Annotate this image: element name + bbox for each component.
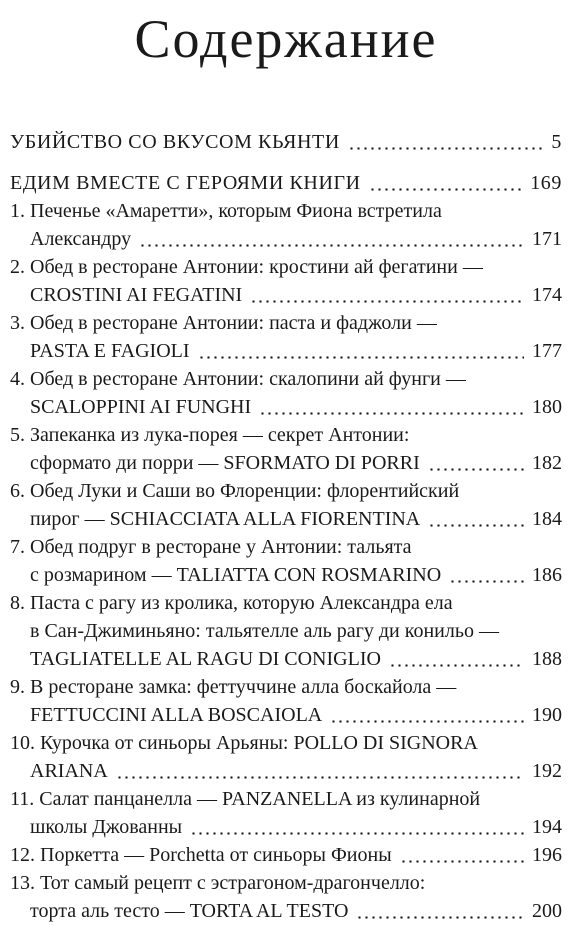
toc-page-number: 180 <box>528 393 562 421</box>
toc-entry <box>10 169 562 197</box>
toc-entry <box>10 365 562 421</box>
toc-page-number: 186 <box>528 561 562 589</box>
toc-entry-line: 9. В ресторане замка: феттуччине алла боскайола — <box>10 676 457 698</box>
toc-entry-line: Александру <box>30 228 132 250</box>
toc-entry <box>10 253 562 309</box>
toc-entry-line: 10. Курочка от синьоры Арьяны: POLLO DI SIGNORA <box>10 732 478 754</box>
toc-entry-line: TAGLIATELLE AL RAGU DI CONIGLIO <box>30 648 381 670</box>
toc-entry-line: 4. Обед в ресторане Антонии: скалопини ай фунги — <box>10 368 466 390</box>
toc-page-number: 171 <box>528 225 562 253</box>
toc-entry-line: с розмарином — TALIATTA CON ROSMARINO <box>30 564 442 586</box>
toc-entry <box>10 785 562 841</box>
toc-entry-line: пирог — SCHIACCIATA ALLA FIORENTINA <box>30 508 421 530</box>
toc-page-number: 188 <box>528 645 562 673</box>
toc-page-number: 196 <box>528 841 562 869</box>
toc-entry-line: PASTA E FAGIOLI <box>30 340 190 362</box>
dot-leader <box>116 776 524 779</box>
table-of-contents <box>10 128 562 925</box>
toc-entry-line: торта аль тесто — TORTA AL TESTO <box>30 900 349 922</box>
toc-entry-line: 7. Обед подруг в ресторане у Антонии: тальята <box>10 536 412 558</box>
toc-page-number: 190 <box>528 701 562 729</box>
toc-page-number: 192 <box>528 757 562 785</box>
page-title: Содержание <box>134 9 438 69</box>
toc-page-number: 169 <box>526 169 562 197</box>
toc-page-number: 194 <box>528 813 562 841</box>
toc-entry-line: в Сан-Джиминьяно: тальятелле аль рагу ди конильо — <box>30 620 499 642</box>
toc-entry <box>10 477 562 533</box>
toc-entry-line: 3. Обед в ресторане Антонии: паста и фаджоли — <box>10 312 437 334</box>
toc-entry <box>10 197 562 253</box>
toc-entry <box>10 421 562 477</box>
dot-leader <box>198 356 524 359</box>
toc-page-number: 5 <box>547 128 562 156</box>
toc-entry-line: 13. Тот самый рецепт с эстрагоном-драгончелло: <box>10 872 426 894</box>
dot-leader <box>369 188 522 191</box>
toc-page-number: 200 <box>528 897 562 925</box>
dot-leader <box>428 524 524 527</box>
toc-entry-line: 8. Паста с рагу из кролика, которую Александра ела <box>10 592 453 614</box>
toc-entry <box>10 841 562 869</box>
dot-leader <box>330 720 524 723</box>
dot-leader <box>250 300 524 303</box>
dot-leader <box>449 580 524 583</box>
toc-entry <box>10 128 562 156</box>
toc-entry <box>10 729 562 785</box>
dot-leader <box>389 664 524 667</box>
toc-entry-title: 12. Поркетта — Porchetta от синьоры Фионы <box>10 844 392 866</box>
toc-entry-line: ARIANA <box>30 760 108 782</box>
toc-entry <box>10 533 562 589</box>
toc-entry <box>10 869 562 925</box>
toc-entry-line: 6. Обед Луки и Саши во Флоренции: флорентийский <box>10 480 460 502</box>
toc-entry <box>10 309 562 365</box>
toc-page-number: 184 <box>528 505 562 533</box>
toc-entry-line: сформато ди порри — SFORMATO DI PORRI <box>30 452 420 474</box>
dot-leader <box>348 147 544 150</box>
toc-page-number: 174 <box>528 281 562 309</box>
toc-entry-title: УБИЙСТВО СО ВКУСОМ КЬЯНТИ <box>10 131 340 153</box>
toc-page-number: 182 <box>528 449 562 477</box>
dot-leader <box>139 244 524 247</box>
toc-entry-line: школы Джованны <box>30 816 183 838</box>
toc-entry <box>10 673 562 729</box>
toc-entry <box>10 589 562 673</box>
toc-entry-line: 5. Запеканка из лука-порея — секрет Антонии: <box>10 424 410 446</box>
toc-entry-line: 2. Обед в ресторане Антонии: кростини ай фегатини — <box>10 256 483 278</box>
toc-entry-line: 1. Печенье «Амаретти», которым Фиона встретила <box>10 200 442 222</box>
toc-entry-line: CROSTINI AI FEGATINI <box>30 284 243 306</box>
dot-leader <box>259 412 524 415</box>
dot-leader <box>428 468 524 471</box>
toc-entry-line: SCALOPPINI AI FUNGHI <box>30 396 252 418</box>
dot-leader <box>190 832 524 835</box>
toc-entry-title: ЕДИМ ВМЕСТЕ С ГЕРОЯМИ КНИГИ <box>10 172 361 194</box>
dot-leader <box>400 860 524 863</box>
toc-entry-line: FETTUCCINI ALLA BOSCAIOLA <box>30 704 323 726</box>
dot-leader <box>356 916 524 919</box>
toc-page-number: 177 <box>528 337 562 365</box>
toc-entry-line: 11. Салат панцанелла — PANZANELLA из кулинарной <box>10 788 481 810</box>
